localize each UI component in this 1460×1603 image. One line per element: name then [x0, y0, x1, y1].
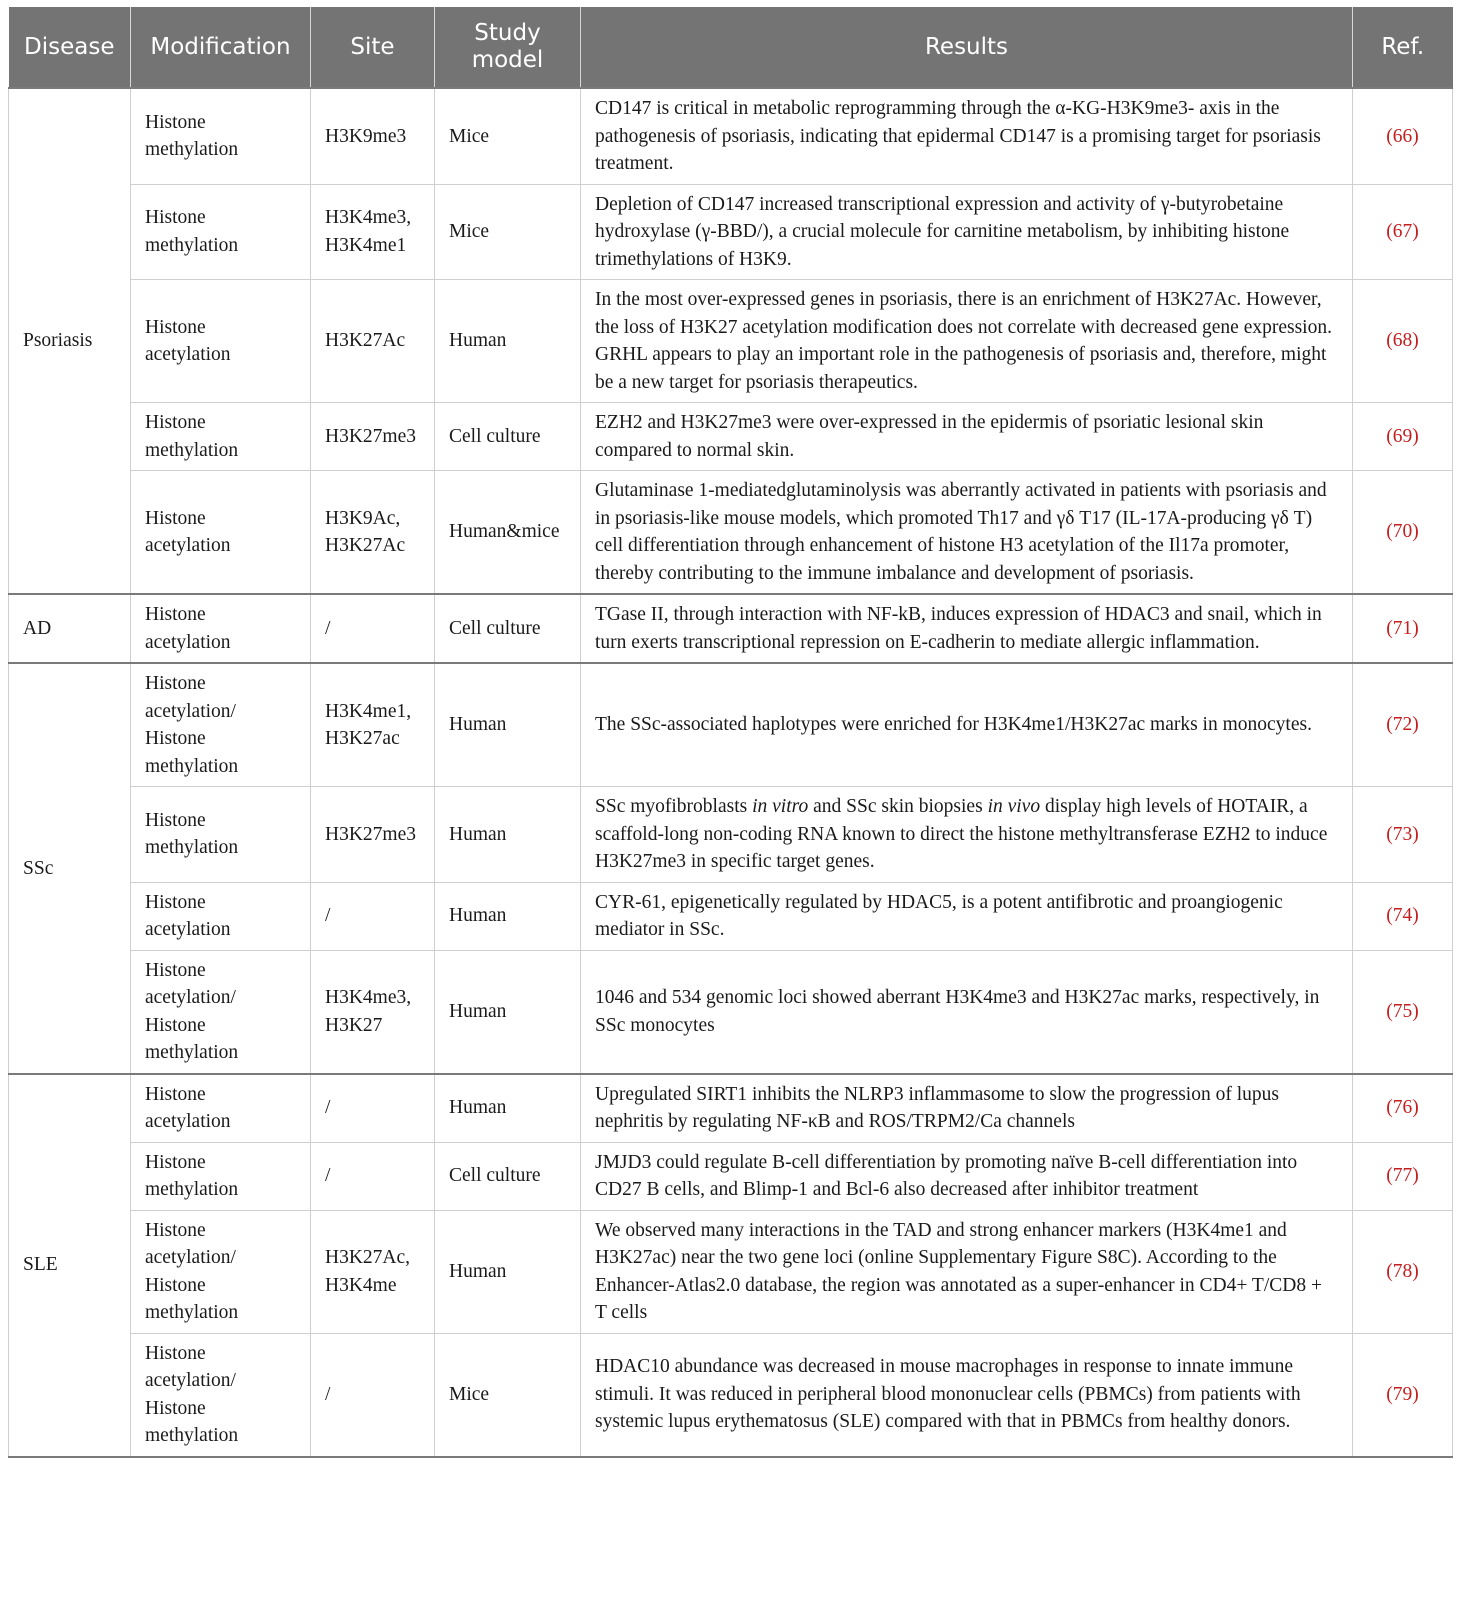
modification-cell: Histone acetylation: [131, 1074, 311, 1143]
results-cell: JMJD3 could regulate B-cell differentiation by promoting naïve B-cell differentiation into CD27 B cells, and Blimp-1 and Bcl-6 also decreased after inhibitor treatment: [581, 1142, 1353, 1210]
site-cell: H3K27me3: [311, 403, 435, 471]
header-row: [9, 7, 1453, 88]
table-row: [9, 882, 1453, 950]
disease-cell: Psoriasis: [9, 88, 131, 594]
table-row: [9, 403, 1453, 471]
study-model-cell: Mice: [435, 184, 581, 280]
study-model-cell: Mice: [435, 88, 581, 184]
modification-cell: Histone acetylation/ Histone methylation: [131, 1210, 311, 1333]
ref-cell[interactable]: (75): [1353, 950, 1453, 1074]
site-cell: H3K4me1, H3K27ac: [311, 663, 435, 787]
study-model-cell: Mice: [435, 1333, 581, 1457]
modification-cell: Histone acetylation: [131, 882, 311, 950]
table-row: [9, 280, 1453, 403]
modification-cell: Histone acetylation/ Histone methylation: [131, 663, 311, 787]
disease-cell: AD: [9, 594, 131, 663]
header-results: Results: [581, 7, 1353, 88]
header-site: Site: [311, 7, 435, 88]
modification-cell: Histone acetylation/ Histone methylation: [131, 1333, 311, 1457]
table-row: [9, 950, 1453, 1074]
study-model-cell: Human: [435, 1210, 581, 1333]
site-cell: H3K27me3: [311, 787, 435, 883]
study-model-cell: Human: [435, 663, 581, 787]
results-cell: The SSc-associated haplotypes were enriched for H3K4me1/H3K27ac marks in monocytes.: [581, 663, 1353, 787]
results-cell: EZH2 and H3K27me3 were over-expressed in the epidermis of psoriatic lesional skin compared to normal skin.: [581, 403, 1353, 471]
ref-cell[interactable]: (71): [1353, 594, 1453, 663]
modification-cell: Histone methylation: [131, 403, 311, 471]
table-row: [9, 1210, 1453, 1333]
results-cell: Glutaminase 1-mediatedglutaminolysis was aberrantly activated in patients with psoriasis and in psoriasis-like mouse models, which promoted Th17 and γδ T17 (IL-17A-producing γδ T) cell differentiation through enhancement of histone H3 acetylation of the Il17a promoter, thereby contributing to the immune imbalance and development of psoriasis.: [581, 471, 1353, 595]
table-row: [9, 471, 1453, 595]
modification-cell: Histone methylation: [131, 184, 311, 280]
table-row: [9, 787, 1453, 883]
ref-cell[interactable]: (74): [1353, 882, 1453, 950]
results-cell: We observed many interactions in the TAD and strong enhancer markers (H3K4me1 and H3K27ac) near the two gene loci (online Supplementary Figure S8C). According to the Enhancer-Atlas2.0 database, the region was annotated as a super-enhancer in CD4+ T/CD8 + T cells: [581, 1210, 1353, 1333]
ref-cell[interactable]: (72): [1353, 663, 1453, 787]
table-row: [9, 88, 1453, 184]
table-row: [9, 1142, 1453, 1210]
modification-cell: Histone methylation: [131, 787, 311, 883]
disease-cell: SLE: [9, 1074, 131, 1457]
table-body: [9, 88, 1453, 1457]
modification-cell: Histone methylation: [131, 1142, 311, 1210]
study-model-cell: Human&mice: [435, 471, 581, 595]
site-cell: H3K9Ac, H3K27Ac: [311, 471, 435, 595]
table-container: [8, 7, 1452, 1458]
results-cell: TGase II, through interaction with NF-kB, induces expression of HDAC3 and snail, which in turn exerts transcriptional repression on E-cadherin to mediate allergic inflammation.: [581, 594, 1353, 663]
study-model-cell: Human: [435, 787, 581, 883]
header-modification: Modification: [131, 7, 311, 88]
modification-cell: Histone acetylation: [131, 471, 311, 595]
site-cell: H3K27Ac, H3K4me: [311, 1210, 435, 1333]
study-model-cell: Cell culture: [435, 1142, 581, 1210]
histone-modification-table: [8, 7, 1453, 1458]
ref-cell[interactable]: (78): [1353, 1210, 1453, 1333]
header-study-model: Study model: [435, 7, 581, 88]
results-cell: SSc myofibroblasts in vitro and SSc skin biopsies in vivo display high levels of HOTAIR, a scaffold-long non-coding RNA known to direct the histone methyltransferase EZH2 to induce H3K27me3 in specific target genes.: [581, 787, 1353, 883]
ref-cell[interactable]: (69): [1353, 403, 1453, 471]
disease-cell: SSc: [9, 663, 131, 1074]
site-cell: H3K4me3, H3K4me1: [311, 184, 435, 280]
site-cell: /: [311, 1333, 435, 1457]
ref-cell[interactable]: (77): [1353, 1142, 1453, 1210]
results-cell: In the most over-expressed genes in psoriasis, there is an enrichment of H3K27Ac. However, the loss of H3K27 acetylation modification does not correlate with decreased gene expression. GRHL appears to play an important role in the pathogenesis of psoriasis and, therefore, might be a new target for psoriasis therapeutics.: [581, 280, 1353, 403]
results-cell: Upregulated SIRT1 inhibits the NLRP3 inflammasome to slow the progression of lupus nephritis by regulating NF-κB and ROS/TRPM2/Ca channels: [581, 1074, 1353, 1143]
table-row: [9, 1333, 1453, 1457]
site-cell: H3K27Ac: [311, 280, 435, 403]
site-cell: /: [311, 1074, 435, 1143]
ref-cell[interactable]: (66): [1353, 88, 1453, 184]
ref-cell[interactable]: (70): [1353, 471, 1453, 595]
results-cell: CD147 is critical in metabolic reprogramming through the α-KG-H3K9me3- axis in the pathogenesis of psoriasis, indicating that epidermal CD147 is a promising target for psoriasis treatment.: [581, 88, 1353, 184]
modification-cell: Histone acetylation: [131, 594, 311, 663]
study-model-cell: Cell culture: [435, 594, 581, 663]
results-cell: 1046 and 534 genomic loci showed aberrant H3K4me3 and H3K27ac marks, respectively, in SSc monocytes: [581, 950, 1353, 1074]
study-model-cell: Human: [435, 950, 581, 1074]
site-cell: H3K4me3, H3K27: [311, 950, 435, 1074]
ref-cell[interactable]: (76): [1353, 1074, 1453, 1143]
site-cell: /: [311, 1142, 435, 1210]
study-model-cell: Human: [435, 1074, 581, 1143]
ref-cell[interactable]: (73): [1353, 787, 1453, 883]
results-cell: Depletion of CD147 increased transcriptional expression and activity of γ-butyrobetaine hydroxylase (γ-BBD/), a crucial molecule for carnitine metabolism, by inhibiting histone trimethylations of H3K9.: [581, 184, 1353, 280]
table-row: [9, 663, 1453, 787]
ref-cell[interactable]: (68): [1353, 280, 1453, 403]
table-row: [9, 184, 1453, 280]
header-ref: Ref.: [1353, 7, 1453, 88]
site-cell: H3K9me3: [311, 88, 435, 184]
results-cell: CYR-61, epigenetically regulated by HDAC5, is a potent antifibrotic and proangiogenic mediator in SSc.: [581, 882, 1353, 950]
study-model-cell: Cell culture: [435, 403, 581, 471]
modification-cell: Histone acetylation: [131, 280, 311, 403]
header-disease: Disease: [9, 7, 131, 88]
ref-cell[interactable]: (67): [1353, 184, 1453, 280]
table-row: [9, 594, 1453, 663]
site-cell: /: [311, 594, 435, 663]
table-row: [9, 1074, 1453, 1143]
results-cell: HDAC10 abundance was decreased in mouse macrophages in response to innate immune stimuli. It was reduced in peripheral blood mononuclear cells (PBMCs) from patients with systemic lupus erythematosus (SLE) compared with that in PBMCs from healthy donors.: [581, 1333, 1353, 1457]
modification-cell: Histone acetylation/ Histone methylation: [131, 950, 311, 1074]
ref-cell[interactable]: (79): [1353, 1333, 1453, 1457]
study-model-cell: Human: [435, 882, 581, 950]
modification-cell: Histone methylation: [131, 88, 311, 184]
study-model-cell: Human: [435, 280, 581, 403]
site-cell: /: [311, 882, 435, 950]
